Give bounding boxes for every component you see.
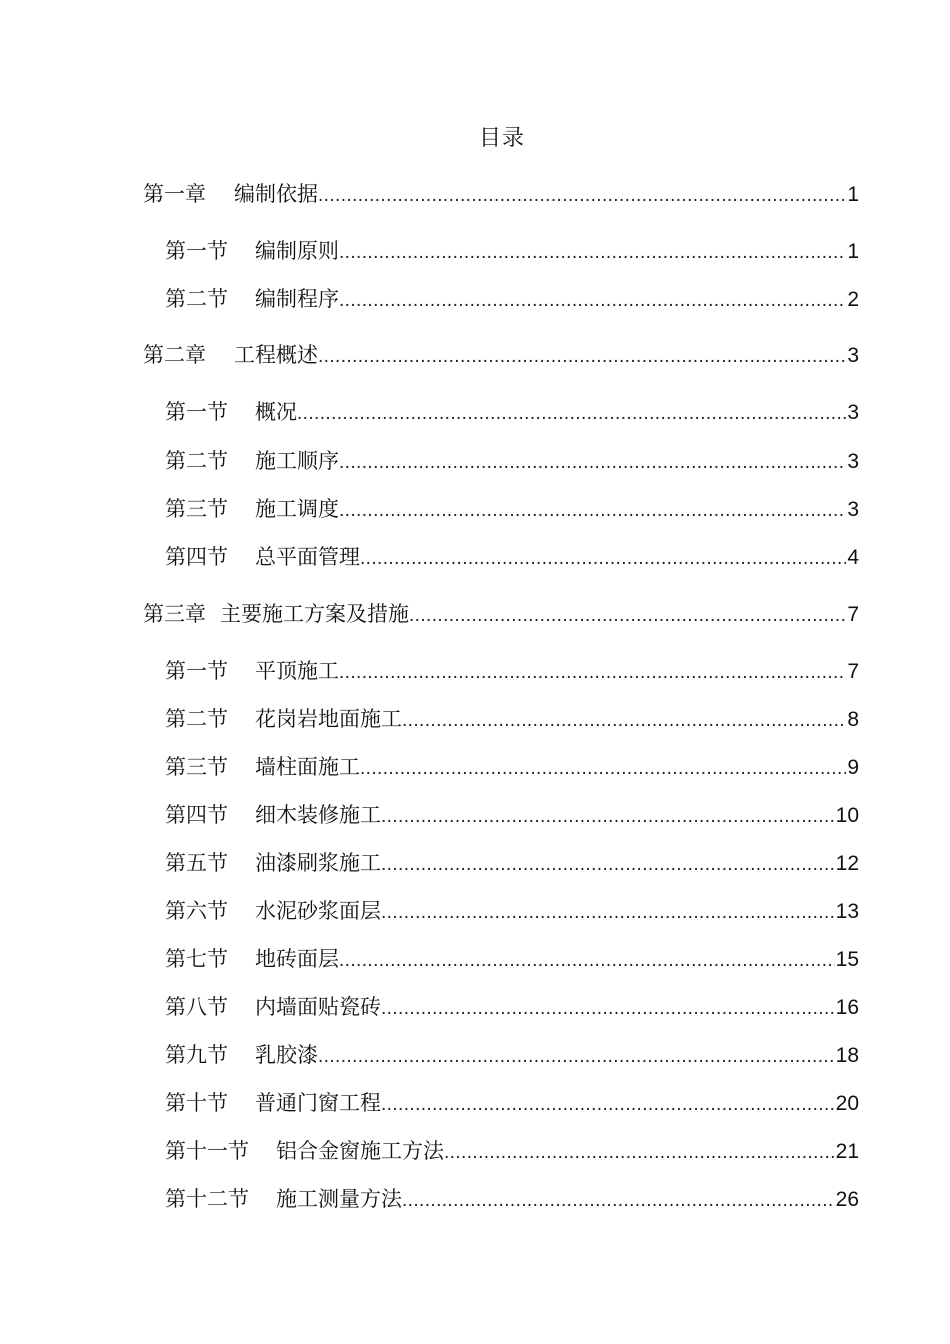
- dot-leader: [402, 1184, 835, 1218]
- entry-text: 内墙面贴瓷砖: [255, 995, 381, 1019]
- dot-leader: [318, 1040, 835, 1074]
- entry-page-number: 4: [847, 546, 859, 569]
- entry-page-number: 2: [847, 288, 859, 311]
- entry-text: 编制程序: [255, 287, 339, 311]
- toc-entry-chapter-3[interactable]: [143, 597, 859, 631]
- entry-page-number: 26: [835, 1188, 859, 1211]
- entry-label: 第二章: [143, 343, 206, 367]
- entry-page-number: 7: [847, 603, 859, 626]
- toc-entry-section[interactable]: [165, 1134, 859, 1168]
- entry-label: 第一节: [165, 659, 228, 683]
- entry-page-number: 12: [835, 852, 859, 875]
- entry-label: 第三节: [165, 755, 228, 779]
- toc-entry-section[interactable]: [165, 395, 859, 429]
- dot-leader: [339, 656, 846, 690]
- entry-label: 第九节: [165, 1043, 228, 1067]
- toc-entry-section[interactable]: [165, 750, 859, 784]
- entry-page-number: 8: [847, 708, 859, 731]
- entry-page-number: 1: [847, 240, 859, 263]
- entry-page-number: 9: [847, 756, 859, 779]
- toc-title: 目录: [478, 126, 525, 151]
- entry-text: 施工测量方法: [276, 1187, 402, 1211]
- toc-entry-section[interactable]: [165, 702, 859, 736]
- toc-entry-section[interactable]: [165, 846, 859, 880]
- toc-entry-section[interactable]: [165, 234, 859, 268]
- entry-text: 普通门窗工程: [255, 1091, 381, 1115]
- entry-label: 第八节: [165, 995, 228, 1019]
- entry-text: 水泥砂浆面层: [255, 899, 381, 923]
- dot-leader: [297, 397, 846, 431]
- toc-entry-section[interactable]: [165, 492, 859, 526]
- entry-text: 花岗岩地面施工: [255, 707, 402, 731]
- entry-label: 第六节: [165, 899, 228, 923]
- dot-leader: [444, 1136, 835, 1170]
- entry-text: 平顶施工: [255, 659, 339, 683]
- dot-leader: [409, 599, 846, 633]
- toc-entry-section[interactable]: [165, 1038, 859, 1072]
- entry-page-number: 1: [847, 183, 859, 206]
- entry-page-number: 7: [847, 660, 859, 683]
- dot-leader: [318, 179, 846, 213]
- entry-text: 施工顺序: [255, 449, 339, 473]
- entry-label: 第一节: [165, 400, 228, 424]
- toc-entry-chapter-1[interactable]: [143, 177, 859, 211]
- dot-leader: [318, 340, 846, 374]
- toc-entry-section[interactable]: [165, 540, 859, 574]
- entry-page-number: 3: [847, 450, 859, 473]
- entry-text: 编制依据: [234, 182, 318, 206]
- entry-page-number: 16: [835, 996, 859, 1019]
- entry-label: 第七节: [165, 947, 228, 971]
- entry-label: 第二节: [165, 707, 228, 731]
- entry-text: 施工调度: [255, 497, 339, 521]
- dot-leader: [339, 284, 846, 318]
- entry-label: 第四节: [165, 803, 228, 827]
- toc-entry-section[interactable]: [165, 942, 859, 976]
- entry-label: 第十节: [165, 1091, 228, 1115]
- entry-text: 工程概述: [234, 343, 318, 367]
- entry-label: 第三章: [143, 602, 206, 626]
- dot-leader: [381, 896, 835, 930]
- entry-page-number: 15: [835, 948, 859, 971]
- toc-entry-section[interactable]: [165, 798, 859, 832]
- entry-text: 油漆刷浆施工: [255, 851, 381, 875]
- entry-label: 第五节: [165, 851, 228, 875]
- entry-text: 铝合金窗施工方法: [276, 1139, 444, 1163]
- dot-leader: [339, 944, 835, 978]
- toc-entry-section[interactable]: [165, 894, 859, 928]
- entry-label: 第一章: [143, 182, 206, 206]
- dot-leader: [402, 704, 846, 738]
- entry-page-number: 20: [835, 1092, 859, 1115]
- entry-text: 概况: [255, 400, 297, 424]
- toc-entry-section[interactable]: [165, 1182, 859, 1216]
- entry-text: 编制原则: [255, 239, 339, 263]
- dot-leader: [381, 848, 835, 882]
- entry-page-number: 13: [835, 900, 859, 923]
- entry-label: 第二节: [165, 449, 228, 473]
- toc-entry-chapter-2[interactable]: [143, 338, 859, 372]
- entry-page-number: 3: [847, 498, 859, 521]
- dot-leader: [339, 494, 846, 528]
- dot-leader: [360, 752, 846, 786]
- entry-label: 第二节: [165, 287, 228, 311]
- entry-text: 细木装修施工: [255, 803, 381, 827]
- entry-label: 第三节: [165, 497, 228, 521]
- entry-text: 主要施工方案及措施: [220, 602, 409, 626]
- entry-page-number: 21: [835, 1140, 859, 1163]
- entry-page-number: 18: [835, 1044, 859, 1067]
- entry-page-number: 10: [835, 804, 859, 827]
- toc-entry-section[interactable]: [165, 282, 859, 316]
- dot-leader: [339, 446, 846, 480]
- entry-label: 第一节: [165, 239, 228, 263]
- entry-text: 总平面管理: [255, 545, 360, 569]
- toc-entry-section[interactable]: [165, 654, 859, 688]
- entry-label: 第四节: [165, 545, 228, 569]
- entry-page-number: 3: [847, 344, 859, 367]
- entry-label: 第十一节: [165, 1139, 249, 1163]
- dot-leader: [381, 1088, 835, 1122]
- entry-page-number: 3: [847, 401, 859, 424]
- dot-leader: [339, 236, 846, 270]
- entry-text: 乳胶漆: [255, 1043, 318, 1067]
- entry-label: 第十二节: [165, 1187, 249, 1211]
- dot-leader: [381, 800, 835, 834]
- entry-text: 墙柱面施工: [255, 755, 360, 779]
- toc-entry-section[interactable]: [165, 1086, 859, 1120]
- toc-entry-section[interactable]: [165, 990, 859, 1024]
- dot-leader: [381, 992, 835, 1026]
- entry-text: 地砖面层: [255, 947, 339, 971]
- toc-entry-section[interactable]: [165, 444, 859, 478]
- dot-leader: [360, 542, 846, 576]
